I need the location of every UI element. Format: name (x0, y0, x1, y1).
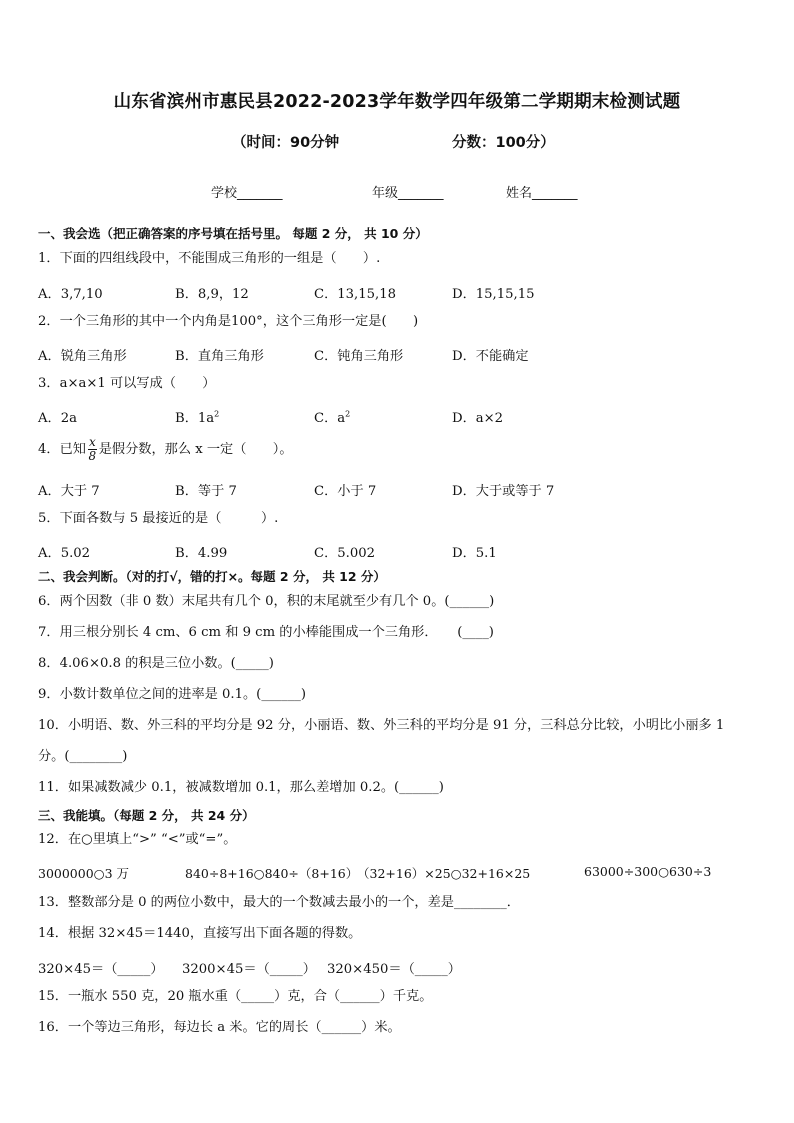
question-13: 13．整数部分是 0 的两位小数中，最大的一个数减去最小的一个，差是________． (38, 895, 520, 910)
q4-fraction (88, 436, 97, 463)
question-9: 9．小数计数单位之间的进率是 0.1。(______) (38, 687, 307, 702)
q1-option-d: D．15,15,15 (452, 287, 535, 302)
q4-option-b: B．等于 7 (175, 484, 237, 499)
q3-option-b-exponent: 2 (214, 409, 220, 419)
q5-option-a: A．5.02 (38, 546, 91, 561)
q4-fraction-numerator: x (88, 435, 96, 449)
page-title: 山东省滨州市惠民县2022-2023学年数学四年级第二学期期末检测试题 (113, 92, 681, 112)
q2-option-a: A．锐角三角形 (38, 349, 127, 364)
name-field: 姓名_______ (506, 186, 578, 201)
q4-option-d: D．大于或等于 7 (452, 484, 555, 499)
q4-suffix: 是假分数，那么 x 一定（ ）。 (98, 442, 293, 457)
q5-option-c: C．5.002 (314, 546, 376, 561)
q3-option-c-exponent: 2 (345, 409, 351, 419)
q1-option-b: B．8,9，12 (175, 287, 249, 302)
q3-option-a: A．2a (38, 411, 77, 426)
q3-option-c (314, 407, 350, 426)
question-6: 6．两个因数（非 0 数）末尾共有几个 0，积的末尾就至少有几个 0。(______) (38, 594, 495, 609)
q14-expression-1: 320×45＝（_____） (38, 962, 164, 977)
q4-option-c: C．小于 7 (314, 484, 377, 499)
q12-expression-3: （32+16）×25○32+16×25 (357, 866, 531, 881)
exam-score: 分数：100分） (452, 135, 555, 151)
exam-time: （时间：90分钟 (232, 135, 340, 151)
q14-expression-2: 3200×45＝（_____） (182, 962, 316, 977)
q4-fraction-denominator: 8 (88, 449, 97, 463)
q12-expression-1: 3000000○3 万 (38, 866, 130, 881)
q14-expression-3: 320×450＝（_____） (327, 962, 461, 977)
q2-option-d: D．不能确定 (452, 349, 529, 364)
q3-option-b (175, 407, 219, 426)
question-7: 7．用三根分别长 4 cm、6 cm 和 9 cm 的小棒能围成一个三角形． (____) (38, 625, 494, 640)
q2-option-c: C．钝角三角形 (314, 349, 404, 364)
question-5: 5．下面各数与 5 最接近的是（ ）. (38, 511, 279, 526)
section-1-heading: 一、我会选（把正确答案的序号填在括号里。 每题 2 分， 共 10 分） (38, 226, 428, 241)
q3-option-c-text: C．a (314, 411, 346, 426)
q5-option-d: D．5.1 (452, 546, 497, 561)
q2-option-b: B．直角三角形 (175, 349, 264, 364)
question-10-line-1: 10．小明语、数、外三科的平均分是 92 分，小丽语、数、外三科的平均分是 91 分，三科总分比较，小明比小丽多 1 (38, 718, 725, 733)
question-16: 16．一个等边三角形，每边长 a 米。它的周长（______）米。 (38, 1020, 401, 1035)
question-2: 2．一个三角形的其中一个内角是100°，这个三角形一定是( ) (38, 314, 419, 329)
question-1: 1．下面的四组线段中，不能围成三角形的一组是（ ）. (38, 251, 381, 266)
question-11: 11．如果减数减少 0.1，被减数增加 0.1，那么差增加 0.2。(______) (38, 780, 444, 795)
q3-option-d: D．a×2 (452, 411, 504, 426)
question-14: 14．根据 32×45＝1440，直接写出下面各题的得数。 (38, 926, 362, 941)
q5-option-b: B．4.99 (175, 546, 228, 561)
q12-expression-2: 840÷8+16○840÷（8+16） (185, 866, 359, 881)
grade-field: 年级_______ (372, 186, 444, 201)
q4-option-a: A．大于 7 (38, 484, 100, 499)
q1-option-a: A．3,7,10 (38, 287, 103, 302)
q3-option-b-text: B．1a (175, 411, 215, 426)
question-12: 12．在○里填上“>” “<”或“=”。 (38, 832, 237, 847)
school-field: 学校_______ (211, 186, 283, 201)
q1-option-c: C．13,15,18 (314, 287, 397, 302)
question-4 (38, 436, 293, 464)
q4-prefix: 4．已知 (38, 442, 86, 457)
question-8: 8．4.06×0.8 的积是三位小数。(_____) (38, 656, 274, 671)
section-3-heading: 三、我能填。（每题 2 分， 共 24 分） (38, 808, 255, 823)
question-15: 15．一瓶水 550 克，20 瓶水重（_____）克，合（______）千克。 (38, 989, 433, 1004)
q12-expression-4: 63000÷300○630÷3 (584, 864, 712, 879)
section-2-heading: 二、我会判断。（对的打√，错的打×。每题 2 分， 共 12 分） (38, 569, 386, 584)
question-3: 3．a×a×1 可以写成（ ） (38, 376, 216, 391)
question-10-line-2: 分。(________) (38, 749, 128, 764)
